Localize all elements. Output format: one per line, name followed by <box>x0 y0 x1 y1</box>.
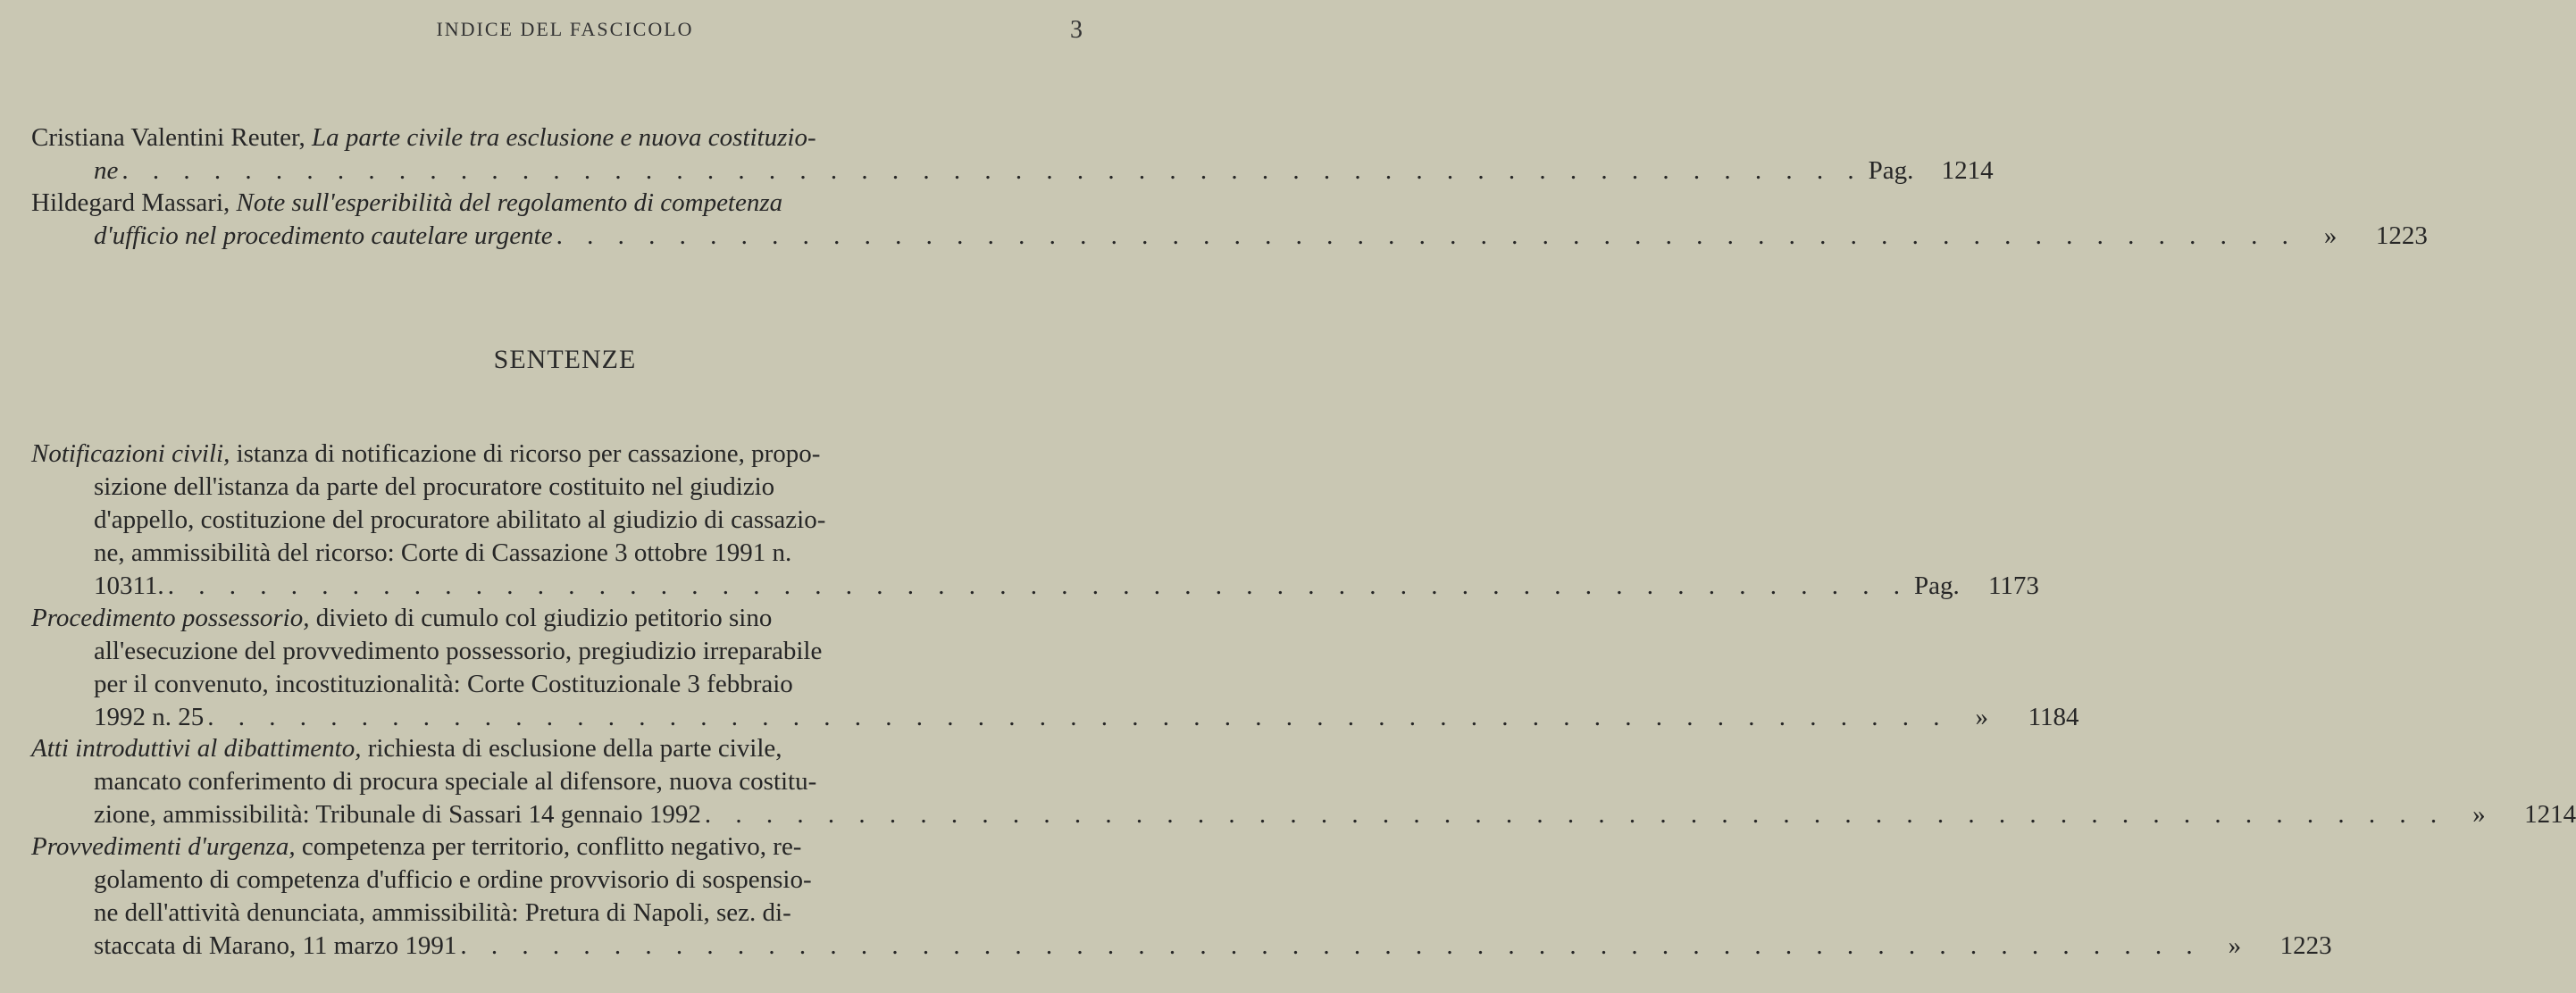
dot-leader: . . . . . . . . . . . . . . . . . . . . . . . . . . . . . . . . . . . . . . . . . . . . . . . . . . . . . . . . . <box>704 800 2446 829</box>
page-number: 3 <box>1070 16 1083 44</box>
dot-leader: . . . . . . . . . . . . . . . . . . . . . . . . . . . . . . . . . . . . . . . . . . . . . . . . . . . . . . . . . <box>167 572 1909 600</box>
page-label: Pag. <box>1913 572 1960 600</box>
sentence-text: d'appello, costituzione del procuratore abilitato al giudizio di cassazio- <box>94 505 826 534</box>
sentence-text: staccata di Marano, 11 marzo 1991 <box>94 931 457 960</box>
page-label: » <box>2228 931 2242 960</box>
sentence-entry <box>31 602 2079 734</box>
dot-leader: . . . . . . . . . . . . . . . . . . . . . . . . . . . . . . . . . . . . . . . . . . . . . . . . . . . . . . . . . <box>460 931 2202 960</box>
sentence-text: 10311. <box>94 572 164 600</box>
page-ref: 1214 <box>2524 800 2576 829</box>
page-ref: 1184 <box>2028 703 2079 731</box>
dot-leader: . . . . . . . . . . . . . . . . . . . . . . . . . . . . . . . . . . . . . . . . . . . . . . . . . . . . . . . . . <box>121 156 1863 185</box>
sentence-entry <box>31 830 2332 963</box>
article-title: La parte civile tra esclusione e nuova costituzio- <box>312 123 816 152</box>
sentence-text: golamento di competenza d'ufficio e ordine provvisorio di sospensio- <box>94 865 812 894</box>
sentence-text: istanza di notificazione di ricorso per cassazione, propo- <box>230 439 821 468</box>
page-label: Pag. <box>1868 156 1914 185</box>
sentence-text: sizione dell'istanza da parte del procuratore costituito nel giudizio <box>94 472 775 501</box>
sentence-text: richiesta di esclusione della parte civile, <box>361 734 782 763</box>
sentence-subject: Atti introduttivi al dibattimento, <box>31 734 362 763</box>
sentence-text: ne dell'attività denunciata, ammissibilità: Pretura di Napoli, sez. di- <box>94 898 791 927</box>
article-author: Cristiana Valentini Reuter, <box>31 123 305 152</box>
article-entry <box>31 187 2428 253</box>
sentence-text: divieto di cumulo col giudizio petitorio sino <box>309 604 773 632</box>
article-title-cont: d'ufficio nel procedimento cautelare urgente <box>94 221 553 250</box>
sentence-text: 1992 n. 25 <box>94 703 205 731</box>
sentence-text: all'esecuzione del provvedimento possessorio, pregiudizio irreparabile <box>94 637 823 665</box>
page-label: » <box>2323 221 2338 250</box>
page-label: » <box>1975 703 1988 731</box>
page-label: » <box>2472 800 2486 829</box>
page-ref: 1214 <box>1941 156 1994 185</box>
dot-leader: . . . . . . . . . . . . . . . . . . . . . . . . . . . . . . . . . . . . . . . . . . . . . . . . . . . . . . . . . <box>207 703 1949 731</box>
page-ref: 1223 <box>2279 931 2332 960</box>
article-title-cont: ne <box>94 156 119 185</box>
sentence-text: per il convenuto, incostituzionalità: Corte Costituzionale 3 febbraio <box>94 670 793 698</box>
sentence-text: zione, ammissibilità: Tribunale di Sassari 14 gennaio 1992 <box>94 800 701 829</box>
running-header-title: INDICE DEL FASCICOLO <box>436 18 694 40</box>
sentence-subject: Procedimento possessorio, <box>31 604 310 632</box>
dot-leader: . . . . . . . . . . . . . . . . . . . . . . . . . . . . . . . . . . . . . . . . . . . . . . . . . . . . . . . . . <box>556 221 2297 250</box>
sentence-text: ne, ammissibilità del ricorso: Corte di Cassazione 3 ottobre 1991 n. <box>94 538 792 567</box>
sentence-text: competenza per territorio, conflitto negativo, re- <box>295 832 802 861</box>
page-ref: 1223 <box>2375 221 2428 250</box>
sentence-subject: Provvedimenti d'urgenza, <box>31 832 296 861</box>
section-heading: SENTENZE <box>493 345 637 374</box>
sentence-entry <box>31 732 2576 831</box>
sentence-subject: Notificazioni civili, <box>31 439 230 468</box>
sentence-entry <box>31 438 2039 603</box>
sentence-text: mancato conferimento di procura speciale al difensore, nuova costitu- <box>94 767 817 796</box>
article-title: Note sull'esperibilità del regolamento di competenza <box>236 188 783 217</box>
article-author: Hildegard Massari, <box>31 188 230 217</box>
page-ref: 1173 <box>1988 572 2039 600</box>
article-entry <box>31 121 1994 188</box>
